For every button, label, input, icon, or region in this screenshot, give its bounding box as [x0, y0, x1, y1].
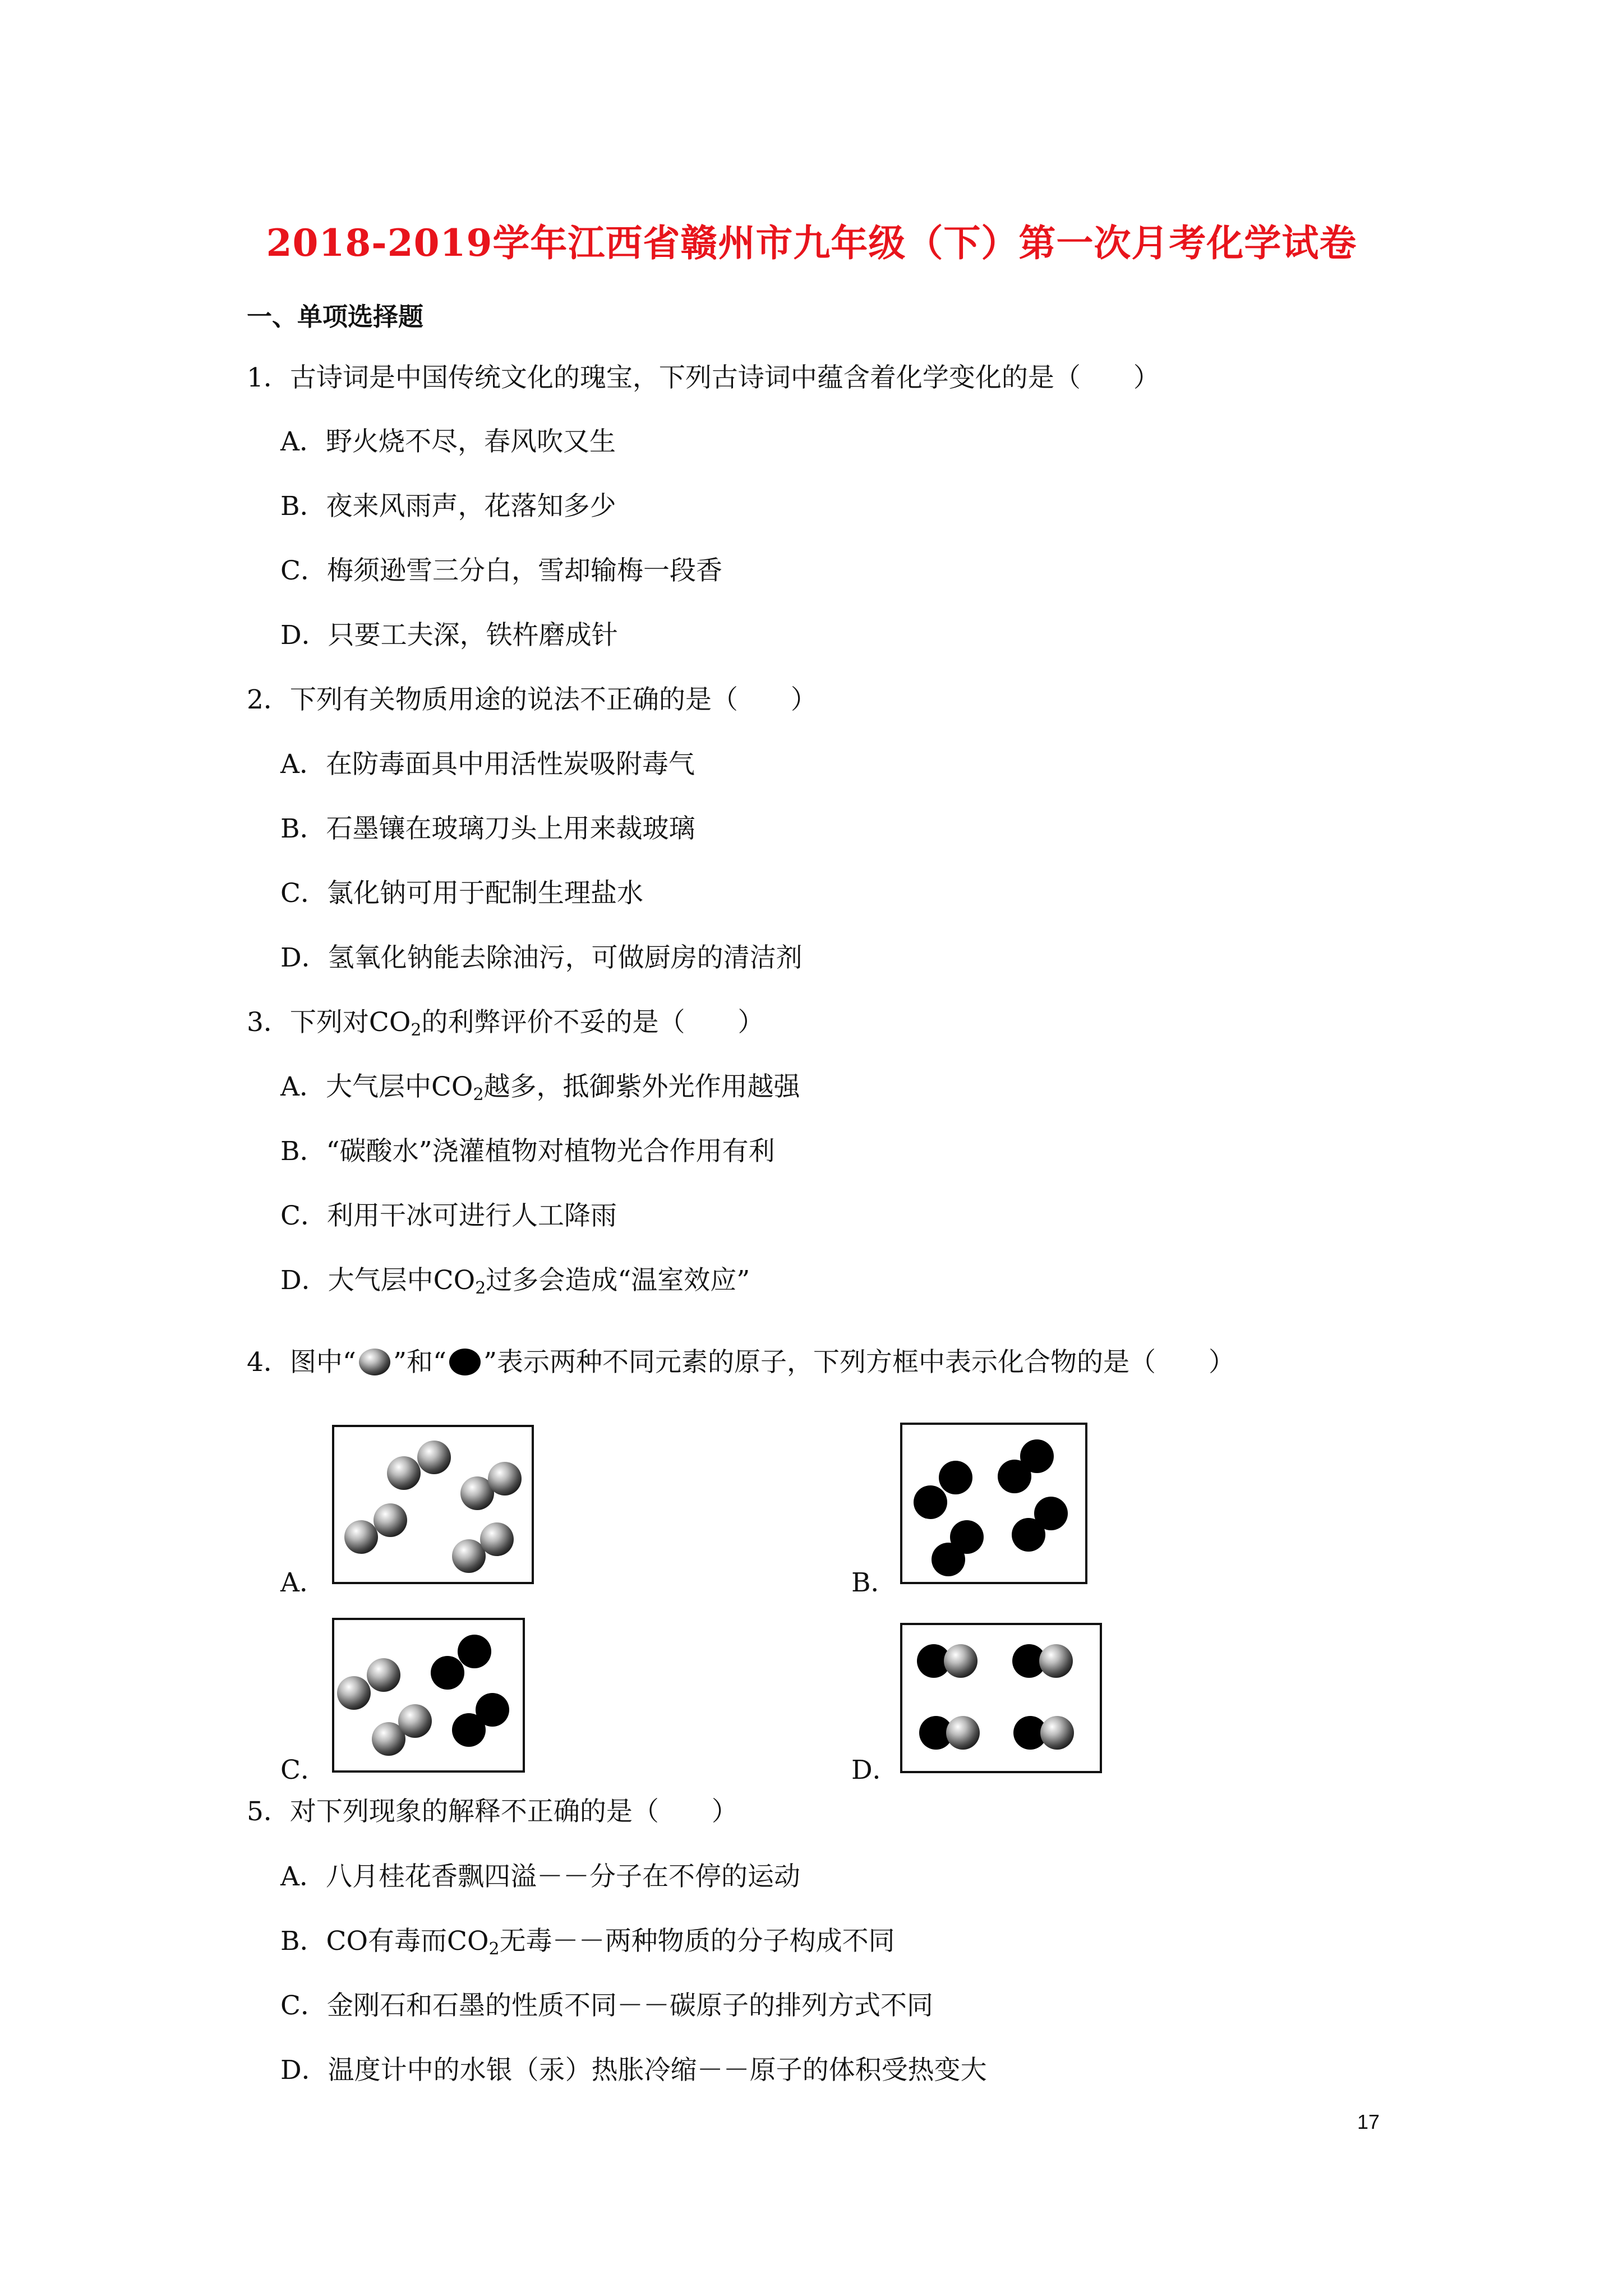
question-5-option-b: B．CO有毒而$CO_2$无毒－－两种物质的分子构成不同 — [280, 1926, 895, 1959]
question-1-option-b: B．夜来风雨声，花落知多少 — [280, 491, 616, 522]
question-1-option-d: D．只要工夫深，铁杵磨成针 — [280, 620, 618, 651]
black-atom-icon — [446, 1345, 483, 1379]
question-2-option-a: A．在防毒面具中用活性炭吸附毒气 — [280, 749, 695, 780]
grey-atom — [946, 1716, 980, 1750]
question-3-stem: 3．下列对$CO_2$的利弊评价不妥的是（ ） — [247, 1007, 764, 1040]
figure-c-box — [332, 1618, 525, 1773]
figure-c-label: C． — [280, 1755, 327, 1786]
black-atom — [1012, 1518, 1045, 1552]
question-3-option-d: D．大气层中$CO_2$过多会造成“温室效应” — [280, 1265, 750, 1298]
question-4-stem: 4．图中“ ”和“ ”表示两种不同元素的原子，下列方框中表示化合物的是（ ） — [247, 1345, 1235, 1379]
section-heading: 一、单项选择题 — [247, 302, 424, 332]
black-atom — [939, 1461, 972, 1494]
question-2-option-c: C．氯化钠可用于配制生理盐水 — [280, 878, 643, 909]
figure-a-box — [332, 1425, 534, 1584]
figure-d-label: D． — [851, 1755, 899, 1786]
figure-b-box — [900, 1423, 1087, 1584]
figure-a-diagram — [334, 1427, 532, 1582]
black-atom — [932, 1543, 965, 1576]
question-5-option-a: A．八月桂花香飘四溢－－分子在不停的运动 — [280, 1861, 800, 1892]
grey-atom — [387, 1456, 421, 1490]
grey-atom — [488, 1462, 522, 1496]
question-5-option-d: D．温度计中的水银（汞）热胀冷缩－－原子的体积受热变大 — [280, 2055, 987, 2086]
black-atom — [914, 1485, 947, 1519]
question-2-stem: 2．下列有关物质用途的说法不正确的是（ ） — [247, 684, 817, 715]
question-1-option-c: C．梅须逊雪三分白，雪却输梅一段香 — [280, 555, 722, 586]
question-3-option-c: C．利用干冰可进行人工降雨 — [280, 1200, 617, 1231]
question-3-option-a: A．大气层中$CO_2$越多，抵御紫外光作用越强 — [280, 1071, 800, 1105]
grey-atom — [1040, 1716, 1074, 1750]
grey-atom — [944, 1644, 978, 1678]
figure-b-label: B． — [851, 1567, 897, 1598]
figure-a-label: A． — [280, 1567, 326, 1598]
grey-atom — [367, 1658, 400, 1692]
question-5-stem: 5．对下列现象的解释不正确的是（ ） — [247, 1796, 738, 1827]
grey-atom — [337, 1676, 371, 1710]
question-1-stem: 1．古诗词是中国传统文化的瑰宝，下列古诗词中蕴含着化学变化的是（ ） — [247, 362, 1160, 393]
black-atom — [431, 1656, 464, 1690]
question-1-option-a: A．野火烧不尽，春风吹又生 — [280, 426, 616, 457]
exam-title: 2018-2019学年江西省赣州市九年级（下）第一次月考化学试卷 — [266, 221, 1357, 265]
figure-c-diagram — [334, 1620, 523, 1770]
black-atom — [998, 1460, 1031, 1493]
grey-atom — [344, 1520, 378, 1554]
figure-d-box — [900, 1623, 1102, 1773]
grey-atom — [374, 1503, 407, 1537]
grey-atom — [452, 1539, 486, 1573]
figure-d-diagram — [902, 1625, 1100, 1771]
black-atom — [458, 1635, 491, 1668]
grey-atom-icon — [356, 1345, 393, 1379]
question-3-option-b: B．“碳酸水”浇灌植物对植物光合作用有利 — [280, 1136, 775, 1167]
black-atom — [476, 1693, 509, 1727]
question-2-option-b: B．石墨镶在玻璃刀头上用来裁玻璃 — [280, 813, 695, 844]
figure-b-diagram — [902, 1425, 1085, 1582]
grey-atom — [480, 1522, 514, 1556]
question-2-option-d: D．氢氧化钠能去除油污，可做厨房的清洁剂 — [280, 942, 803, 973]
question-5-option-c: C．金刚石和石墨的性质不同－－碳原子的排列方式不同 — [280, 1990, 933, 2021]
page-number: 17 — [1357, 2110, 1380, 2133]
grey-atom — [398, 1704, 432, 1738]
grey-atom — [417, 1441, 451, 1474]
grey-atom — [1039, 1644, 1073, 1678]
